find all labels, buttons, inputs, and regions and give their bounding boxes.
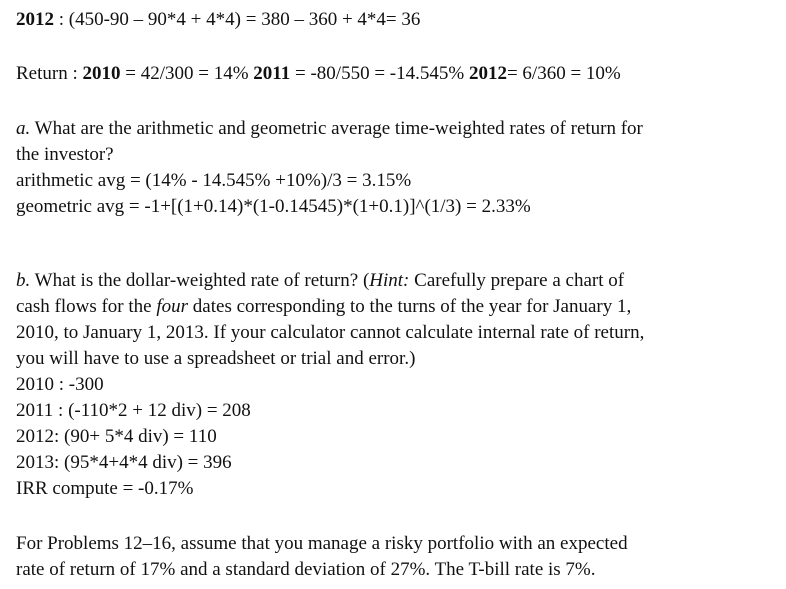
part-b-question-text: cash flows for the: [16, 296, 157, 317]
calc-2012-line: [16, 7, 420, 33]
four-emphasis: four: [156, 296, 189, 317]
year-2011-label: 2011: [253, 63, 291, 84]
geometric-average-line: geometric avg = -1+[(1+0.14)*(1-0.14545)*(1+0.1)]^(1/3) = 2.33%: [16, 196, 531, 217]
year-2012-label: 2012: [468, 63, 507, 84]
returns-label: Return :: [16, 63, 83, 84]
year-2010-label: 2010: [82, 63, 121, 84]
part-b-question-text-cont: dates corresponding to the turns of the year for January 1,: [188, 296, 632, 317]
part-b-question-line-1: [16, 268, 624, 294]
part-b-question-line-3: 2010, to January 1, 2013. If your calculator cannot calculate internal rate of return,: [16, 322, 645, 343]
calc-2012-expression: : (450-90 – 90*4 + 4*4) = 380 – 360 + 4*4= 36: [54, 9, 421, 30]
part-a-question-line-2: the investor?: [16, 144, 114, 165]
part-b-question-line-4: you will have to use a spreadsheet or trial and error.): [16, 348, 416, 369]
return-2011-value: = -80/550 = -14.545%: [290, 63, 469, 84]
return-2012-value: = 6/360 = 10%: [506, 63, 621, 84]
part-a-question-line-1: [16, 116, 643, 142]
year-label: 2012: [16, 9, 54, 30]
irr-result: IRR compute = -0.17%: [16, 478, 194, 499]
return-2010-value: = 42/300 = 14%: [120, 63, 254, 84]
part-b-letter: b.: [16, 270, 31, 291]
problems-note-line-2: rate of return of 17% and a standard deviation of 27%. The T-bill rate is 7%.: [16, 559, 596, 580]
part-b-question-line-2: [16, 294, 631, 320]
cash-flow-2011: 2011 : (-110*2 + 12 div) = 208: [16, 400, 251, 421]
part-a-question-text: What are the arithmetic and geometric average time-weighted rates of return for: [30, 118, 643, 139]
part-a-letter: a.: [16, 118, 31, 139]
returns-line: [16, 61, 621, 87]
arithmetic-average-line: arithmetic avg = (14% - 14.545% +10%)/3 = 3.15%: [16, 170, 412, 191]
cash-flow-2010: 2010 : -300: [16, 374, 104, 395]
part-b-question-text-cont: Carefully prepare a chart of: [409, 270, 625, 291]
problems-note-line-1: For Problems 12–16, assume that you manage a risky portfolio with an expected: [16, 533, 628, 554]
cash-flow-2013: 2013: (95*4+4*4 div) = 396: [16, 452, 232, 473]
part-b-question-text: What is the dollar-weighted rate of return? (: [30, 270, 370, 291]
hint-label: Hint:: [369, 270, 410, 291]
cash-flow-2012: 2012: (90+ 5*4 div) = 110: [16, 426, 217, 447]
